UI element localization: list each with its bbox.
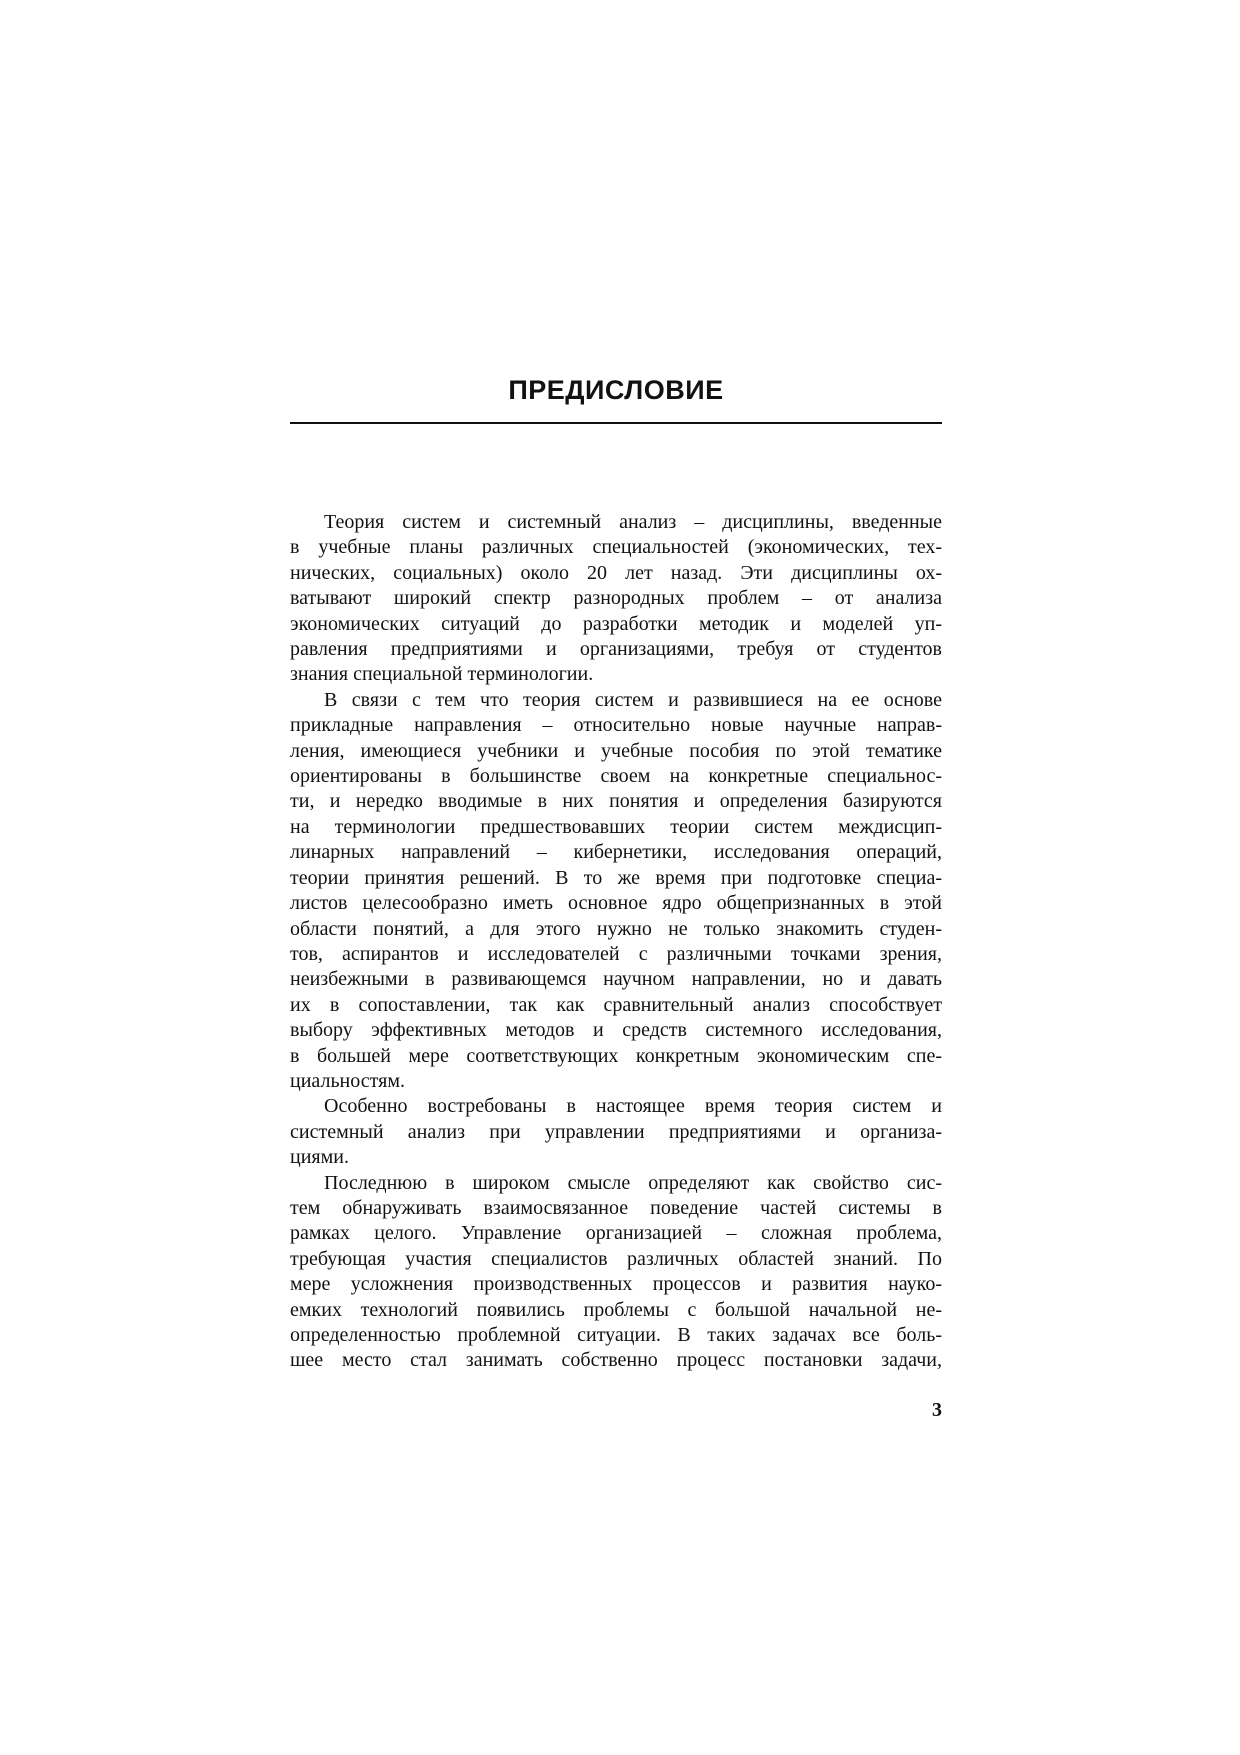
text-line: области понятий, а для этого нужно не только знакомить студен- [290, 917, 942, 940]
page-title: ПРЕДИСЛОВИЕ [508, 375, 724, 405]
text-line: теории принятия решений. В то же время при подготовке специа- [290, 866, 942, 889]
text-line: ти, и нередко вводимые в них понятия и определения базируются [290, 790, 942, 813]
text-line: шее место стал занимать собственно процесс постановки задачи, [290, 1349, 942, 1372]
text-line: их в сопоставлении, так как сравнительный анализ способствует [290, 993, 942, 1016]
text-line: мере усложнения производственных процессов и развития науко- [290, 1273, 942, 1296]
text-line: прикладные направления – относительно новые научные направ- [290, 714, 942, 737]
text-line: листов целесообразно иметь основное ядро общепризнанных в этой [290, 892, 942, 915]
text-line: системный анализ при управлении предприятиями и организа- [290, 1120, 942, 1143]
text-line: экономических ситуаций до разработки методик и моделей уп- [290, 612, 942, 635]
text-line: неизбежными в развивающемся научном направлении, но и давать [290, 968, 942, 991]
text-line: требующая участия специалистов различных областей знаний. По [290, 1247, 942, 1270]
text-line: циальностям. [290, 1069, 405, 1092]
text-line: тов, аспирантов и исследователей с различными точками зрения, [290, 942, 942, 965]
text-line: Последнюю в широком смысле определяют как свойство сис- [324, 1171, 942, 1194]
text-line: ления, имеющиеся учебники и учебные пособия по этой тематике [290, 739, 942, 762]
text-line: рамках целого. Управление организацией – сложная проблема, [290, 1222, 942, 1245]
text-line: в большей мере соответствующих конкретным экономическим спе- [290, 1044, 942, 1067]
text-line: Теория систем и системный анализ – дисциплины, введенные [324, 511, 942, 533]
text-line: на терминологии предшествовавших теории систем междисцип- [290, 815, 942, 838]
text-line: тем обнаруживать взаимосвязанное поведение частей системы в [290, 1196, 942, 1219]
title-underline [290, 422, 942, 424]
text-line: В связи с тем что теория систем и развившиеся на ее основе [324, 688, 942, 711]
text-line: емких технологий появились проблемы с большой начальной не- [290, 1298, 942, 1321]
text-line: выбору эффективных методов и средств системного исследования, [290, 1019, 942, 1042]
text-line: в учебные планы различных специальностей (экономических, тех- [290, 536, 942, 559]
text-line: знания специальной терминологии. [290, 663, 594, 686]
text-line: нических, социальных) около 20 лет назад. Эти дисциплины ох- [290, 561, 942, 584]
page-number: 3 [932, 1399, 942, 1421]
text-line: линарных направлений – кибернетики, исследования операций, [290, 841, 942, 864]
text-line: равления предприятиями и организациями, требуя от студентов [290, 638, 942, 661]
body-text [290, 510, 942, 1374]
text-line: определенностью проблемной ситуации. В таких задачах все боль- [290, 1324, 942, 1346]
text-line: Особенно востребованы в настоящее время теория систем и [324, 1095, 942, 1118]
text-line: ватывают широкий спектр разнородных проблем – от анализа [290, 587, 942, 610]
text-line: ориентированы в большинстве своем на конкретные специальнос- [290, 765, 942, 788]
text-line: циями. [290, 1146, 349, 1169]
